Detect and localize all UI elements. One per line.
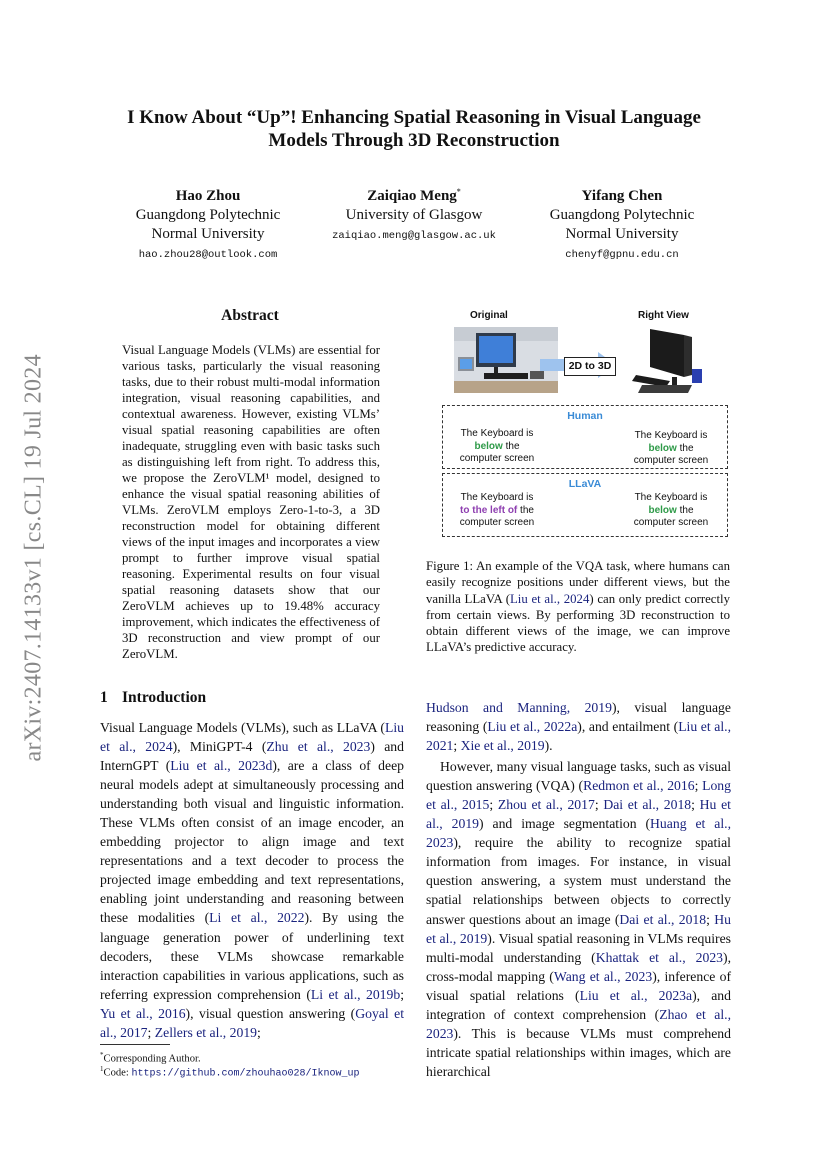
- section-title: Introduction: [122, 689, 207, 706]
- llava-left-answer: The Keyboard is to the left of the computer screen: [459, 492, 535, 528]
- label-original: Original: [470, 310, 508, 321]
- paper-title: [100, 106, 728, 152]
- footnote-code: $^1$Code: https://github.com/zhouhao028/Iknow_up: [100, 1065, 360, 1080]
- body-text: ).: [544, 738, 553, 754]
- author-name: Yifang Chen: [581, 188, 663, 204]
- body-text: ;: [691, 797, 700, 813]
- body-text: ), and integration of context comprehension (: [426, 987, 731, 1022]
- author-email[interactable]: zaiqiao.meng@glasgow.ac.uk: [332, 230, 496, 242]
- llava-box: [442, 473, 728, 537]
- author-name: Hao Zhou: [175, 188, 241, 204]
- body-text: ) and InternGPT (: [100, 739, 404, 774]
- intro-left-column: [100, 718, 404, 1042]
- citation-link[interactable]: Li et al., 2019b: [310, 986, 401, 1002]
- citation-link[interactable]: Xie et al., 2019: [460, 738, 545, 754]
- body-text: ;: [489, 797, 498, 813]
- right-view-photo: [622, 327, 706, 399]
- body-text: ) and image segmentation (: [479, 816, 651, 832]
- citation-link[interactable]: Zellers et al., 2019: [154, 1024, 258, 1040]
- section-heading: [100, 689, 420, 707]
- intro-right-column: [426, 698, 731, 1081]
- human-box: [442, 405, 728, 469]
- citation-link[interactable]: Liu et al., 2024: [100, 720, 404, 755]
- citation-link[interactable]: Zhou et al., 2017: [497, 797, 595, 813]
- body-text: ;: [400, 986, 405, 1002]
- citation-link[interactable]: Huang et al., 2023: [426, 816, 731, 851]
- body-text: ). Visual spatial reasoning in VLMs requires multi-modal understanding (: [426, 930, 731, 965]
- author-affiliation: Normal University: [565, 226, 679, 242]
- arxiv-stamp: arXiv:2407.14133v1 [cs.CL] 19 Jul 2024: [20, 354, 47, 762]
- citation-link[interactable]: Liu et al., 2022a: [487, 719, 578, 735]
- body-text: ;: [594, 797, 604, 813]
- author-affiliation: Guangdong Polytechnic: [135, 207, 281, 223]
- body-text: ;: [706, 911, 715, 927]
- citation-link[interactable]: Dai et al., 2018: [603, 797, 692, 813]
- body-text: ), require the ability to recognize spatial information from images. For instance, in visual question answering, a system must understand the spatial relationships between objects to correctly answer questions about an image (: [426, 835, 731, 927]
- intro-paragraph: [426, 757, 731, 1081]
- section-number: 1: [100, 689, 108, 706]
- human-left-answer: The Keyboard is below the computer screen: [459, 428, 535, 464]
- body-text: ;: [147, 1024, 155, 1040]
- author-name: Zaiqiao Meng*: [367, 187, 461, 204]
- label-right-view: Right View: [638, 310, 689, 321]
- citation-link[interactable]: Zhu et al., 2023: [266, 739, 371, 755]
- author-affiliation: Guangdong Polytechnic: [549, 207, 695, 223]
- citation-link[interactable]: Liu et al., 2021: [426, 719, 732, 754]
- body-text: ), cross-modal mapping (: [426, 949, 731, 984]
- footnote-rule: [100, 1044, 170, 1045]
- caption-citation[interactable]: Liu et al., 2024: [509, 591, 590, 606]
- author-block-2: [314, 182, 514, 246]
- body-text: ). By using the language generation power of underlining text decoders, these VLMs showcase remarkable interaction capabilities in various applications, such as referring expression comprehension (: [100, 910, 404, 1002]
- author-affiliation: Normal University: [151, 226, 265, 242]
- intro-paragraph: [426, 698, 731, 755]
- human-title: Human: [567, 410, 603, 422]
- code-link[interactable]: https://github.com/zhouhao028/Iknow_up: [131, 1068, 360, 1080]
- body-text: ), are a class of deep neural models adept at simultaneously processing and understanding both visual and linguistic information. These VLMs often consist of an image encoder, an embedding projector to align image and text representations and a text decoder to process the projected image embedding and text representations, enabling joint understanding and reasoning between these modalities (: [100, 758, 404, 926]
- body-text: ), inference of visual spatial relations (: [426, 968, 732, 1003]
- llava-right-answer: The Keyboard is below the computer screen: [633, 492, 709, 528]
- human-right-answer: The Keyboard is below the computer screen: [633, 430, 709, 466]
- citation-link[interactable]: Long et al., 2015: [426, 778, 731, 813]
- citation-link[interactable]: Dai et al., 2018: [619, 911, 707, 927]
- body-text: ;: [257, 1024, 261, 1040]
- arrow-label-box: 2D to 3D: [564, 357, 616, 376]
- body-text: ;: [453, 738, 461, 754]
- citation-link[interactable]: Hudson and Manning, 2019: [426, 700, 612, 715]
- citation-link[interactable]: Hu et al., 2019: [426, 797, 731, 832]
- body-text: ), visual question answering (: [185, 1005, 356, 1021]
- body-text: Visual Language Models (VLMs), such as LLaVA (: [100, 720, 385, 735]
- figure-caption: Figure 1: An example of the VQA task, where humans can easily recognize positions under different views, but the vanilla LLaVA (Liu et al., 2024) can only predict correctly from certain views. By performing 3D reconstruction to obtain different views of the image, we can improve LLaVA’s predictive accuracy.: [426, 559, 730, 655]
- author-affiliation: University of Glasgow: [345, 207, 483, 223]
- body-text: ), MiniGPT-4 (: [172, 739, 267, 755]
- abstract-heading: Abstract: [221, 307, 279, 324]
- footnote-corresponding: *Corresponding Author.: [100, 1051, 201, 1065]
- author-email[interactable]: hao.zhou28@outlook.com: [138, 249, 278, 261]
- author-email[interactable]: chenyf@gpnu.edu.cn: [565, 249, 679, 261]
- citation-link[interactable]: Khattak et al., 2023: [595, 949, 724, 965]
- citation-link[interactable]: Liu et al., 2023d: [170, 758, 273, 774]
- body-text: ;: [694, 778, 703, 794]
- citation-link[interactable]: Wang et al., 2023: [553, 968, 653, 984]
- citation-link[interactable]: Yu et al., 2016: [100, 1005, 186, 1021]
- body-text: ), and entailment (: [577, 719, 679, 735]
- author-block-1: [108, 182, 308, 265]
- body-text: ). This is because VLMs must comprehend intricate spatial relationships within images, which are hierarchical: [426, 1025, 731, 1079]
- title-line-2: Models Through 3D Reconstruction: [268, 130, 560, 151]
- citation-link[interactable]: Zhao et al., 2023: [426, 1006, 731, 1041]
- llava-title: LLaVA: [568, 478, 602, 490]
- citation-link[interactable]: Goyal et al., 2017: [100, 1005, 404, 1040]
- figure-1: [426, 305, 730, 545]
- title-line-1: I Know About “Up”! Enhancing Spatial Reasoning in Visual Language: [127, 107, 701, 128]
- author-block-3: [522, 182, 722, 265]
- citation-link[interactable]: Redmon et al., 2016: [583, 778, 695, 794]
- citation-link[interactable]: Hu et al., 2019: [426, 911, 731, 946]
- citation-link[interactable]: Liu et al., 2023a: [579, 987, 693, 1003]
- citation-link[interactable]: Li et al., 2022: [209, 910, 305, 926]
- body-text: However, many visual language tasks, such as visual question answering (VQA) (: [426, 759, 731, 794]
- abstract-text: Visual Language Models (VLMs) are essential for various tasks, particularly the visual reasoning tasks, due to their robust multi-modal information integration, visual reasoning capabilities, and contextual awareness. However, existing VLMs’ visual spatial reasoning capabilities are often inadequate, struggling even with basic tasks such as distinguishing left from right. To address this, we propose the ZeroVLM¹ model, designed to enhance the visual spatial reasoning abilities of VLMs. ZeroVLM employs Zero-1-to-3, a 3D reconstruction model for obtaining different views of the input images and incorporates a view prompt to further improve visual spatial reasoning. Experimental results on four visual spatial reasoning datasets show that our ZeroVLM achieves up to 19.48% accuracy improvement, which indicates the effectiveness of 3D reconstruction and view prompt of our ZeroVLM.: [122, 343, 380, 661]
- body-text: ), visual language reasoning (: [426, 700, 731, 735]
